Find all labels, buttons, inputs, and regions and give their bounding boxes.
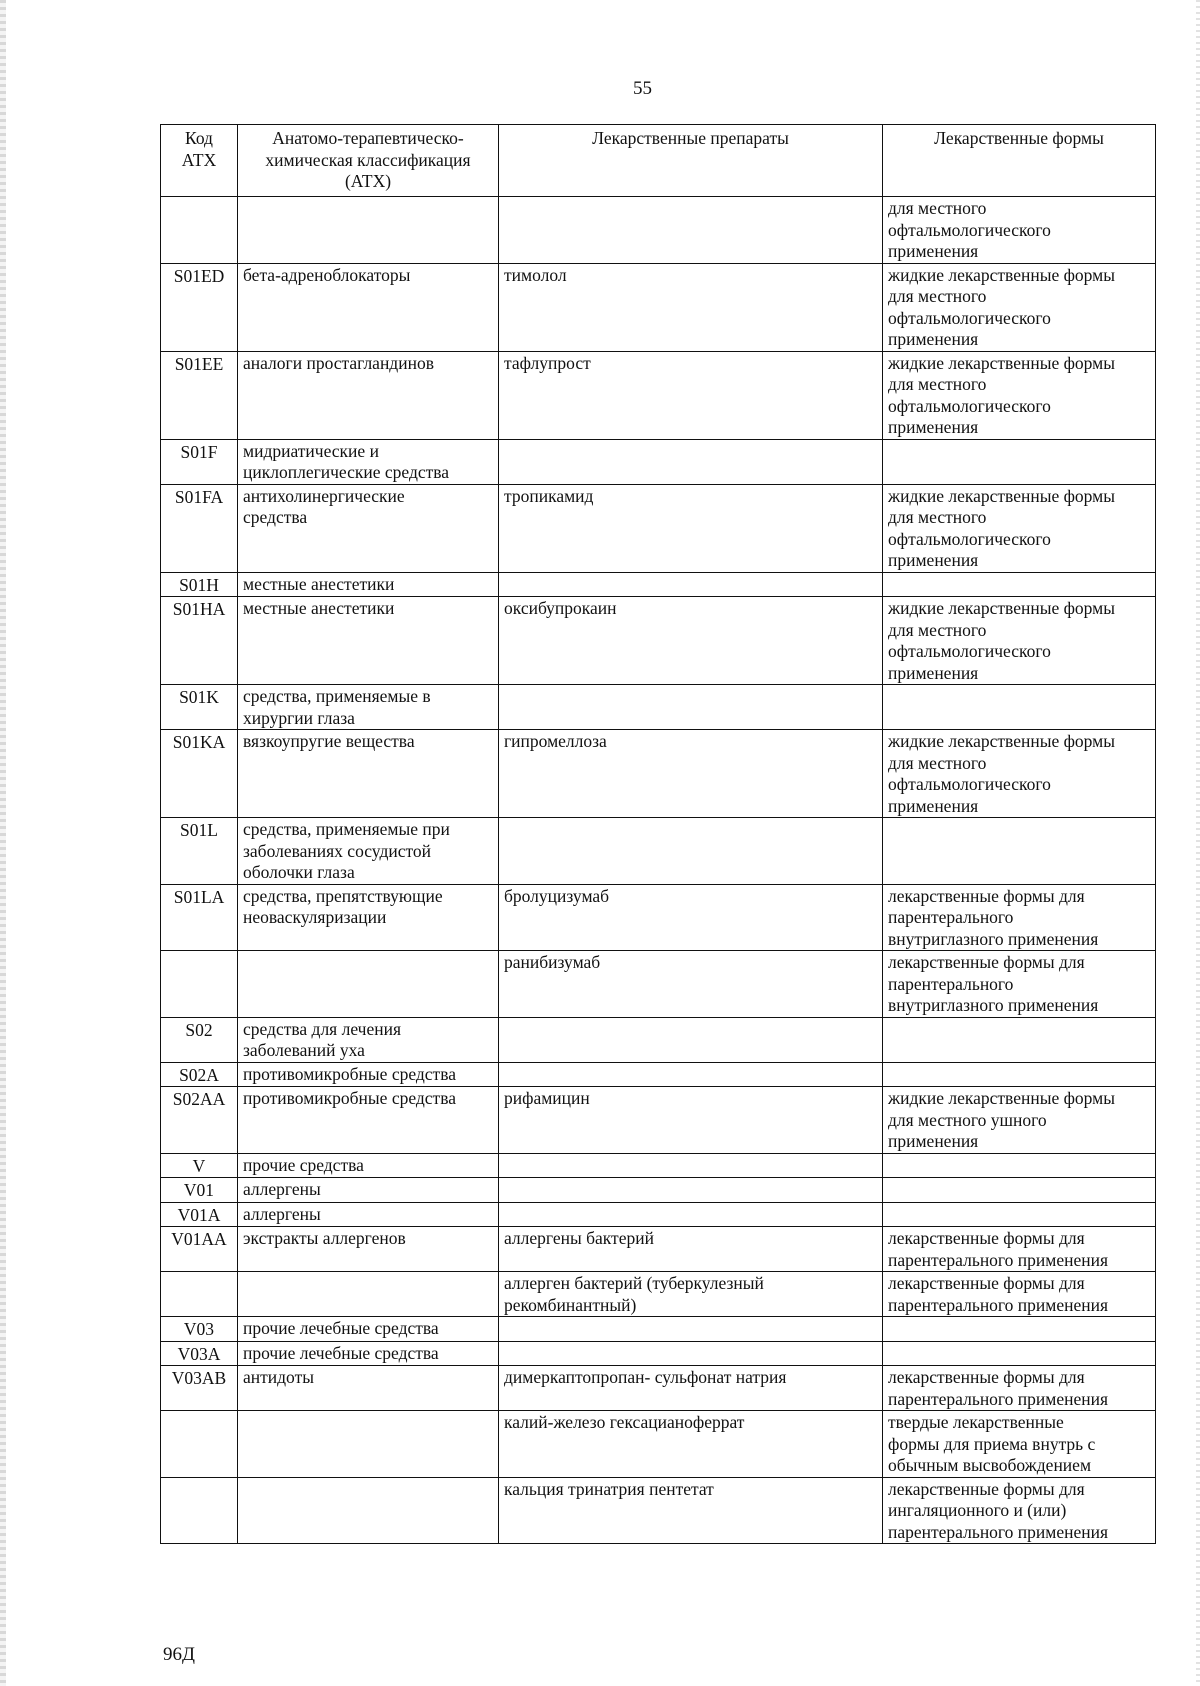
atx-code-cell: S01KA — [161, 730, 238, 818]
dosage-form-cell — [883, 1178, 1156, 1203]
header-forms: Лекарственные формы — [883, 125, 1156, 197]
dosage-form-cell: жидкие лекарственные формы для местного офтальмологического применения — [883, 730, 1156, 818]
drug-name-cell: димеркаптопропан- сульфонат натрия — [499, 1366, 883, 1411]
table-row — [161, 1341, 1156, 1366]
classification-cell: средства, применяемые при заболеваниях сосудистой оболочки глаза — [238, 818, 499, 885]
header-code: Код АТХ — [161, 125, 238, 197]
atx-code-cell — [161, 1272, 238, 1317]
page-number: 55 — [633, 78, 652, 99]
classification-cell — [238, 1477, 499, 1544]
classification-cell: противомикробные средства — [238, 1062, 499, 1087]
atx-code-cell: V03AB — [161, 1366, 238, 1411]
drug-name-cell — [499, 439, 883, 484]
atx-code-cell: S02AA — [161, 1087, 238, 1154]
dosage-form-cell — [883, 1017, 1156, 1062]
atx-code-cell — [161, 951, 238, 1018]
scan-edge-right — [1196, 0, 1200, 1686]
drug-name-cell — [499, 818, 883, 885]
table-header — [161, 125, 1156, 197]
drug-name-cell: тимолол — [499, 263, 883, 351]
table-row — [161, 1202, 1156, 1227]
table-row — [161, 1272, 1156, 1317]
classification-cell: средства, применяемые в хирургии глаза — [238, 685, 499, 730]
atx-code-cell: V03 — [161, 1317, 238, 1342]
classification-cell: средства, препятствующие неоваскуляризации — [238, 884, 499, 951]
classification-cell: средства для лечения заболеваний уха — [238, 1017, 499, 1062]
table-row — [161, 951, 1156, 1018]
classification-cell: вязкоупругие вещества — [238, 730, 499, 818]
drug-name-cell: оксибупрокаин — [499, 597, 883, 685]
dosage-form-cell: лекарственные формы для парентерального применения — [883, 1227, 1156, 1272]
drug-name-cell: аллерген бактерий (туберкулезный рекомбинантный) — [499, 1272, 883, 1317]
table-row — [161, 1178, 1156, 1203]
atx-code-cell: S01FA — [161, 484, 238, 572]
table-row — [161, 439, 1156, 484]
dosage-form-cell — [883, 685, 1156, 730]
dosage-form-cell: лекарственные формы для парентерального внутриглазного применения — [883, 951, 1156, 1018]
classification-cell: прочие лечебные средства — [238, 1317, 499, 1342]
dosage-form-cell: жидкие лекарственные формы для местного ушного применения — [883, 1087, 1156, 1154]
classification-cell — [238, 1411, 499, 1478]
drug-name-cell: аллергены бактерий — [499, 1227, 883, 1272]
drug-name-cell: гипромеллоза — [499, 730, 883, 818]
classification-cell — [238, 197, 499, 264]
classification-cell: местные анестетики — [238, 597, 499, 685]
table-row — [161, 572, 1156, 597]
classification-cell: антихолинергические средства — [238, 484, 499, 572]
drug-name-cell — [499, 572, 883, 597]
drug-name-cell — [499, 1062, 883, 1087]
table-row — [161, 1411, 1156, 1478]
drug-name-cell — [499, 197, 883, 264]
atx-code-cell: V01AA — [161, 1227, 238, 1272]
atx-code-cell: S01ED — [161, 263, 238, 351]
dosage-form-cell — [883, 1341, 1156, 1366]
atx-code-cell: S01L — [161, 818, 238, 885]
classification-cell: аналоги простагландинов — [238, 351, 499, 439]
classification-cell: аллергены — [238, 1178, 499, 1203]
drug-name-cell: калий-железо гексацианоферрат — [499, 1411, 883, 1478]
dosage-form-cell — [883, 1062, 1156, 1087]
atx-code-cell: V01A — [161, 1202, 238, 1227]
dosage-form-cell — [883, 439, 1156, 484]
dosage-form-cell: для местного офтальмологического применения — [883, 197, 1156, 264]
table-row — [161, 884, 1156, 951]
table-row — [161, 1087, 1156, 1154]
classification-cell: местные анестетики — [238, 572, 499, 597]
classification-cell: прочие средства — [238, 1153, 499, 1178]
classification-cell — [238, 951, 499, 1018]
dosage-form-cell: лекарственные формы для парентерального применения — [883, 1366, 1156, 1411]
classification-cell: антидоты — [238, 1366, 499, 1411]
drug-name-cell — [499, 1202, 883, 1227]
dosage-form-cell: твердые лекарственные формы для приема внутрь с обычным высвобождением — [883, 1411, 1156, 1478]
table-row — [161, 484, 1156, 572]
atx-code-cell: V01 — [161, 1178, 238, 1203]
dosage-form-cell — [883, 1153, 1156, 1178]
drug-name-cell: тропикамид — [499, 484, 883, 572]
table-row — [161, 263, 1156, 351]
table-row — [161, 1153, 1156, 1178]
table-row — [161, 818, 1156, 885]
atx-code-cell: S01K — [161, 685, 238, 730]
drug-name-cell: кальция тринатрия пентетат — [499, 1477, 883, 1544]
drug-name-cell: ранибизумаб — [499, 951, 883, 1018]
atx-code-cell: S01HA — [161, 597, 238, 685]
dosage-form-cell: жидкие лекарственные формы для местного офтальмологического применения — [883, 597, 1156, 685]
atx-code-cell — [161, 1411, 238, 1478]
drug-name-cell — [499, 1178, 883, 1203]
table-row — [161, 351, 1156, 439]
table-row — [161, 685, 1156, 730]
dosage-form-cell: жидкие лекарственные формы для местного офтальмологического применения — [883, 263, 1156, 351]
document-footer-code: 96Д — [163, 1644, 195, 1665]
atx-table — [160, 124, 1156, 1544]
atx-code-cell — [161, 197, 238, 264]
scan-edge-left — [0, 0, 6, 1686]
atx-code-cell: S01EE — [161, 351, 238, 439]
drug-name-cell — [499, 1153, 883, 1178]
table-row — [161, 730, 1156, 818]
dosage-form-cell: лекарственные формы для парентерального применения — [883, 1272, 1156, 1317]
dosage-form-cell — [883, 572, 1156, 597]
table-row — [161, 1366, 1156, 1411]
table-body — [161, 197, 1156, 1544]
classification-cell: противомикробные средства — [238, 1087, 499, 1154]
drug-name-cell — [499, 1341, 883, 1366]
dosage-form-cell: жидкие лекарственные формы для местного офтальмологического применения — [883, 351, 1156, 439]
atx-code-cell: S01LA — [161, 884, 238, 951]
table-row — [161, 1062, 1156, 1087]
atx-code-cell: S01H — [161, 572, 238, 597]
table-row — [161, 197, 1156, 264]
dosage-form-cell — [883, 818, 1156, 885]
dosage-form-cell — [883, 1317, 1156, 1342]
drug-name-cell: тафлупрост — [499, 351, 883, 439]
atx-code-cell — [161, 1477, 238, 1544]
dosage-form-cell: лекарственные формы для ингаляционного и (или) парентерального применения — [883, 1477, 1156, 1544]
drug-name-cell — [499, 1317, 883, 1342]
table-row — [161, 1017, 1156, 1062]
atx-code-cell: S01F — [161, 439, 238, 484]
drug-name-cell — [499, 685, 883, 730]
classification-cell: прочие лечебные средства — [238, 1341, 499, 1366]
drug-name-cell: рифамицин — [499, 1087, 883, 1154]
classification-cell: бета-адреноблокаторы — [238, 263, 499, 351]
classification-cell: экстракты аллергенов — [238, 1227, 499, 1272]
dosage-form-cell — [883, 1202, 1156, 1227]
drug-name-cell — [499, 1017, 883, 1062]
atx-code-cell: V — [161, 1153, 238, 1178]
table-row — [161, 1317, 1156, 1342]
table-row — [161, 597, 1156, 685]
table-row — [161, 1227, 1156, 1272]
classification-cell: аллергены — [238, 1202, 499, 1227]
dosage-form-cell: лекарственные формы для парентерального внутриглазного применения — [883, 884, 1156, 951]
dosage-form-cell: жидкие лекарственные формы для местного офтальмологического применения — [883, 484, 1156, 572]
atx-code-cell: S02 — [161, 1017, 238, 1062]
atx-code-cell: V03A — [161, 1341, 238, 1366]
atx-code-cell: S02A — [161, 1062, 238, 1087]
classification-cell — [238, 1272, 499, 1317]
classification-cell: мидриатические и циклоплегические средства — [238, 439, 499, 484]
drug-name-cell: бролуцизумаб — [499, 884, 883, 951]
header-classification: Анатомо-терапевтическо- химическая классификация (АТХ) — [238, 125, 499, 197]
header-drugs: Лекарственные препараты — [499, 125, 883, 197]
table-row — [161, 1477, 1156, 1544]
header-row — [161, 125, 1156, 197]
